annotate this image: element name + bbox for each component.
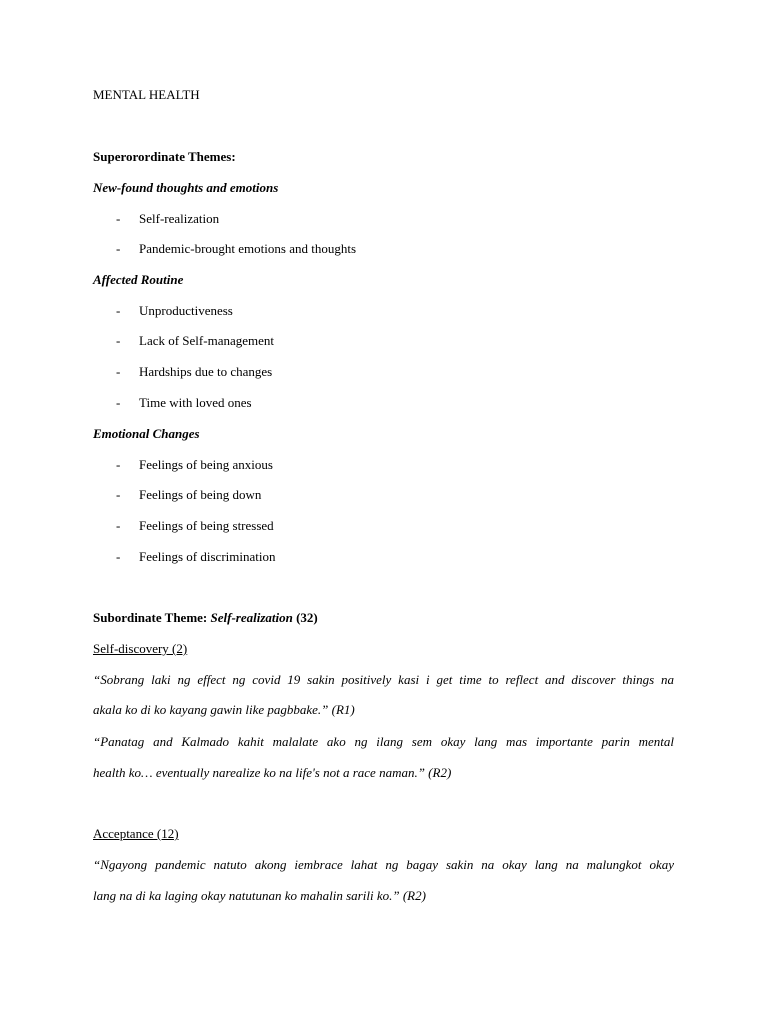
superordinate-heading: Superorordinate Themes: — [93, 149, 236, 164]
list-item: Pandemic-brought emotions and thoughts — [139, 241, 357, 256]
subordinate-theme-name: Self-realization — [210, 610, 293, 625]
bullet-dash: - — [116, 487, 121, 502]
subordinate-theme-heading — [93, 610, 318, 626]
bullet-dash: - — [116, 333, 121, 348]
quote-line: health ko… eventually narealize ko na life's not a race naman.” (R2) — [93, 765, 452, 780]
theme-heading-emotional-changes: Emotional Changes — [93, 426, 200, 441]
list-item: Self-realization — [139, 211, 220, 226]
bullet-dash: - — [116, 303, 121, 318]
subordinate-count: (32) — [296, 610, 318, 625]
section-heading-acceptance: Acceptance (12) — [93, 826, 179, 841]
theme-heading-affected-routine: Affected Routine — [93, 272, 184, 287]
list-item: Feelings of being anxious — [139, 457, 273, 472]
bullet-dash: - — [116, 211, 121, 226]
list-item: Unproductiveness — [139, 303, 233, 318]
bullet-dash: - — [116, 549, 121, 564]
subordinate-label: Subordinate Theme: — [93, 610, 208, 625]
quote-line: lang na di ka laging okay natutunan ko mahalin sarili ko.” (R2) — [93, 888, 426, 903]
list-item: Feelings of being stressed — [139, 518, 274, 533]
quote-line: “Sobrang laki ng effect ng covid 19 sakin positively kasi i get time to reflect and discover things na — [93, 672, 674, 687]
list-item: Lack of Self-management — [139, 333, 274, 348]
bullet-dash: - — [116, 241, 121, 256]
section-heading-self-discovery: Self-discovery (2) — [93, 641, 188, 656]
bullet-dash: - — [116, 364, 121, 379]
document-title: MENTAL HEALTH — [93, 87, 200, 102]
bullet-dash: - — [116, 518, 121, 533]
list-item: Hardships due to changes — [139, 364, 273, 379]
quote-line: “Ngayong pandemic natuto akong iembrace lahat ng bagay sakin na okay lang na malungkot okay — [93, 857, 674, 872]
theme-heading-new-found-thoughts: New-found thoughts and emotions — [93, 180, 279, 195]
list-item: Feelings of being down — [139, 487, 262, 502]
bullet-dash: - — [116, 395, 121, 410]
list-item: Feelings of discrimination — [139, 549, 276, 564]
bullet-dash: - — [116, 457, 121, 472]
list-item: Time with loved ones — [139, 395, 252, 410]
quote-line: “Panatag and Kalmado kahit malalate ako ng ilang sem okay lang mas importante parin mental — [93, 734, 674, 749]
quote-line: akala ko di ko kayang gawin like pagbbake.” (R1) — [93, 702, 355, 717]
